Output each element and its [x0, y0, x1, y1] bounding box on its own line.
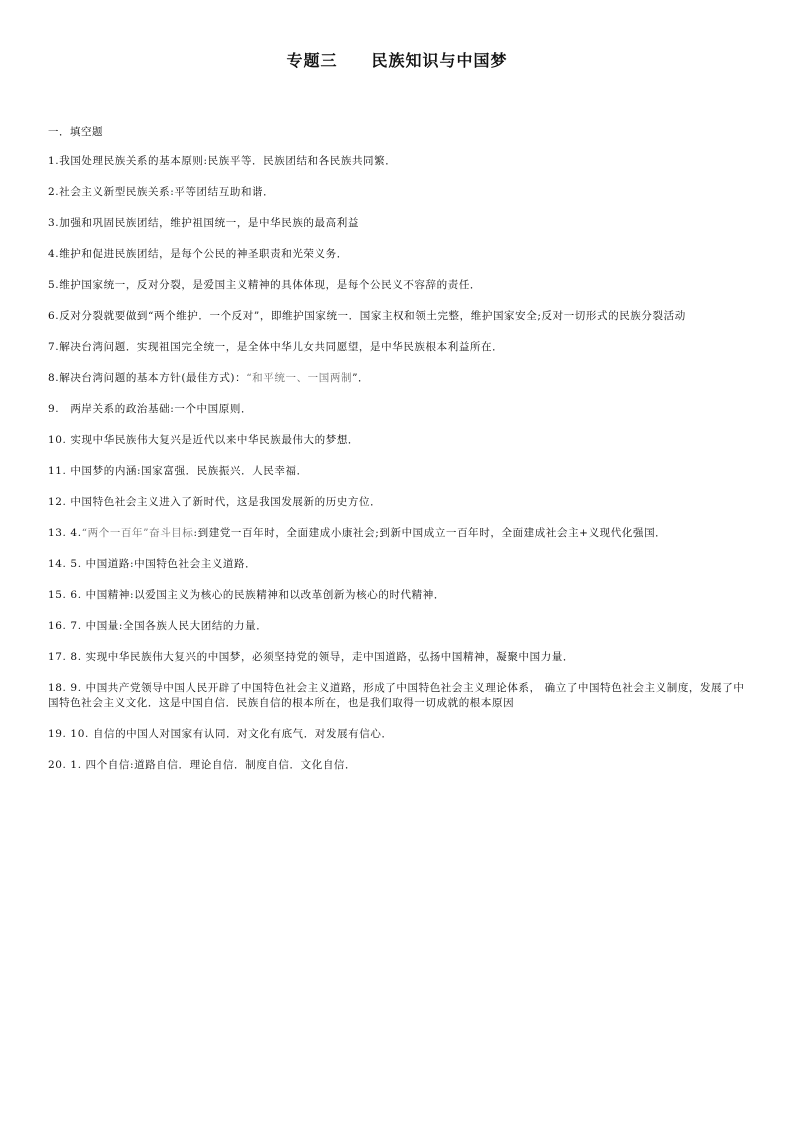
- list-item: 16. 7. 中国量:全国各族人民大团结的力量．: [48, 620, 268, 632]
- list-item: 19. 10. 自信的中国人对国家有认同．对文化有底气．对发展有信心．: [48, 728, 393, 740]
- list-item: 9. 两岸关系的政治基础:一个中国原则．: [48, 403, 253, 415]
- list-item: 2.社会主义新型民族关系:平等团结互助和谐．: [48, 186, 275, 198]
- list-item: 18. 9. 中国共产党领导中国人民开辟了中国特色社会主义道路，形成了中国特色社会主义理论体系， 确立了中国特色社会主义制度，发展了中国特色社会主义文化．这是中国自信．民族自信的根本所在，也是我们取得一切成就的根本原因: [48, 682, 745, 709]
- list-item: 20. 1. 四个自信:道路自信．理论自信．制度自信．文化自信．: [48, 759, 357, 771]
- list-item: 17. 8. 实现中华民族伟大复兴的中国梦，必须坚持党的领导，走中国道路，弘扬中国精神，凝聚中国力量．: [48, 651, 574, 663]
- list-item: 1.我国处理民族关系的基本原则:民族平等．民族团结和各民族共同繁．: [48, 155, 397, 167]
- list-item: 13. 4.“两个一百年”奋斗目标:到建党一百年时，全面建成小康社会;到新中国成立一百年时，全面建成社会主+义现代化强国．: [48, 527, 667, 539]
- list-item: 14. 5. 中国道路:中国特色社会主义道路．: [48, 558, 257, 570]
- list-item: 15. 6. 中国精神:以爱国主义为核心的民族精神和以改革创新为核心的时代精神．: [48, 589, 445, 601]
- list-item: 7.解决台湾问题．实现祖国完全统一，是全体中华儿女共同愿望，是中华民族根本利益所在．: [48, 341, 504, 353]
- list-item: 4.维护和促进民族团结，是每个公民的神圣职责和光荣义务．: [48, 248, 348, 260]
- list-item: 8.解决台湾问题的基本方针(最佳方式)：“和平统一、一国两制”．: [48, 372, 370, 384]
- list-item: 10. 实现中华民族伟大复兴是近代以来中华民族最伟大的梦想．: [48, 434, 360, 446]
- list-item: 3.加强和巩固民族团结，维护祖国统一，是中华民族的最高利益: [48, 217, 359, 229]
- list-item: 12. 中国特色社会主义进入了新时代，这是我国发展新的历史方位．: [48, 496, 382, 508]
- section-heading: 一．填空题: [48, 126, 103, 138]
- list-item: 11. 中国梦的内涵:国家富强．民族振兴．人民幸福．: [48, 465, 308, 477]
- page-title: 专题三 民族知识与中国梦: [286, 51, 508, 70]
- list-item: 5.维护国家统一，反对分裂，是爱国主义精神的具体体现，是每个公民义不容辞的责任．: [48, 279, 482, 291]
- item-list: [48, 154, 748, 789]
- list-item: 6.反对分裂就要做到“两个维护．一个反对”，即维护国家统一．国家主权和领土完整，维护国家安全;反对一切形式的民族分裂活动: [48, 310, 686, 322]
